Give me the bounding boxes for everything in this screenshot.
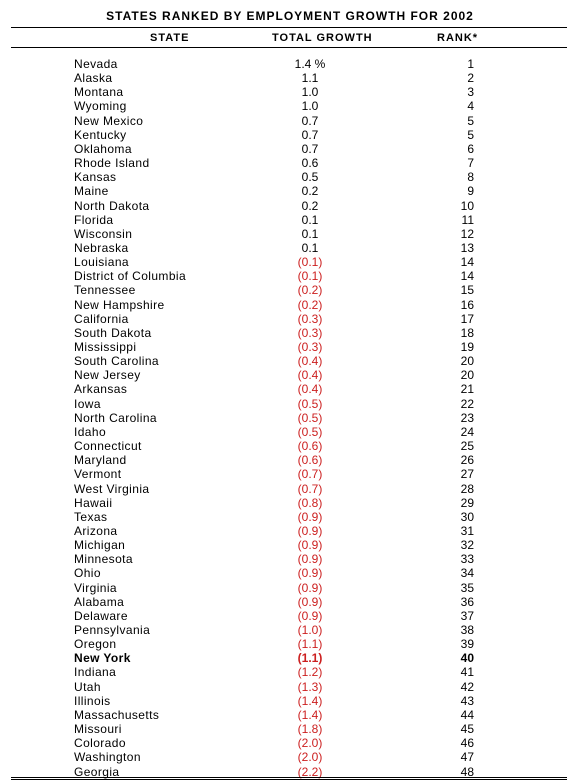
rank-value: 19 [460, 340, 474, 354]
state-name: Montana [74, 85, 124, 100]
total-growth-value: (1.4) [297, 693, 323, 708]
state-name: Delaware [74, 608, 128, 623]
total-growth-value: 1.1 [301, 71, 319, 86]
state-name: Ohio [74, 566, 101, 581]
table-row [0, 736, 580, 750]
total-growth-value: (0.3) [297, 325, 323, 340]
total-growth-value: (1.4) [297, 707, 323, 722]
total-growth-value: (0.1) [297, 255, 323, 270]
table-row [0, 708, 580, 722]
table-row [0, 128, 580, 142]
total-growth-value: 1.4 % [294, 57, 326, 71]
rank-value: 9 [467, 184, 474, 199]
table-row [0, 241, 580, 255]
rank-value: 2 [467, 71, 474, 86]
state-name: Alaska [74, 71, 113, 86]
total-growth-value: (0.6) [297, 439, 323, 454]
state-name: Minnesota [74, 552, 133, 567]
table-row [0, 326, 580, 340]
total-growth-value: (0.9) [297, 552, 323, 567]
table-row [0, 255, 580, 269]
total-growth-value: 0.7 [301, 127, 319, 142]
rank-value: 33 [460, 552, 474, 567]
rank-value: 18 [460, 325, 474, 340]
table-row [0, 552, 580, 566]
footer-rule-2 [11, 779, 567, 780]
table-row [0, 425, 580, 439]
state-name: Nevada [74, 57, 118, 71]
total-growth-value: 0.2 [301, 184, 319, 199]
table-row [0, 439, 580, 453]
table-row [0, 368, 580, 382]
table-row [0, 99, 580, 113]
state-name: Hawaii [74, 495, 113, 510]
state-name: Alabama [74, 594, 125, 609]
rank-value: 25 [460, 439, 474, 454]
state-name: Maryland [74, 453, 127, 468]
rank-value: 13 [460, 240, 474, 255]
total-growth-value: (1.0) [297, 623, 323, 637]
state-name: Utah [74, 679, 101, 694]
total-growth-value: (0.9) [297, 580, 323, 595]
table-row [0, 283, 580, 297]
table-row [0, 637, 580, 651]
state-name: Louisiana [74, 255, 129, 270]
table-row [0, 114, 580, 128]
state-name: Tennessee [74, 283, 136, 298]
rank-value: 17 [460, 311, 474, 326]
rank-value: 26 [460, 453, 474, 468]
state-name: Pennsylvania [74, 623, 151, 637]
rank-value: 28 [460, 481, 474, 496]
table-row [0, 156, 580, 170]
table-row [0, 397, 580, 411]
state-name: South Dakota [74, 325, 152, 340]
rank-value: 48 [460, 764, 474, 779]
total-growth-value: (0.7) [297, 481, 323, 496]
table-row [0, 609, 580, 623]
rank-value: 35 [460, 580, 474, 595]
rank-value: 3 [467, 85, 474, 100]
state-name: Colorado [74, 736, 126, 751]
state-name: Vermont [74, 467, 122, 482]
table-row [0, 510, 580, 524]
total-growth-value: (1.1) [297, 637, 323, 652]
table-row [0, 595, 580, 609]
state-name: Arizona [74, 523, 118, 538]
total-growth-value: (0.4) [297, 382, 323, 397]
rank-value: 20 [460, 368, 474, 383]
table-row [0, 566, 580, 580]
total-growth-value: (0.2) [297, 297, 323, 312]
rank-value: 24 [460, 424, 474, 439]
total-growth-value: (0.2) [297, 283, 323, 298]
total-growth-value: (0.9) [297, 566, 323, 581]
table-row [0, 199, 580, 213]
total-growth-value: (0.7) [297, 467, 323, 482]
total-growth-value: (0.9) [297, 594, 323, 609]
state-name: Massachusetts [74, 707, 160, 722]
state-name: Illinois [74, 693, 111, 708]
rank-value: 15 [460, 283, 474, 298]
rank-value: 38 [460, 623, 474, 637]
rank-value: 21 [460, 382, 474, 397]
rank-value: 7 [467, 156, 474, 171]
table-row [0, 467, 580, 481]
table-row [0, 227, 580, 241]
table-row [0, 482, 580, 496]
state-name: New York [74, 651, 131, 666]
state-name: South Carolina [74, 354, 159, 369]
state-name: Texas [74, 509, 108, 524]
state-name: Iowa [74, 396, 101, 411]
rank-value: 29 [460, 495, 474, 510]
total-growth-value: (0.4) [297, 368, 323, 383]
total-growth-value: (0.9) [297, 538, 323, 553]
state-name: Michigan [74, 538, 126, 553]
table-row [0, 524, 580, 538]
state-name: California [74, 311, 129, 326]
rank-value: 27 [460, 467, 474, 482]
total-growth-value: 0.5 [301, 170, 319, 185]
total-growth-value: (0.9) [297, 509, 323, 524]
rank-value: 42 [460, 679, 474, 694]
rank-value: 34 [460, 566, 474, 581]
total-growth-value: (1.3) [297, 679, 323, 694]
table-row [0, 496, 580, 510]
table-row [0, 382, 580, 396]
state-name: Missouri [74, 722, 122, 737]
state-name: Florida [74, 212, 114, 227]
rank-value: 45 [460, 722, 474, 737]
total-growth-value: (0.1) [297, 269, 323, 284]
rank-value: 40 [460, 651, 474, 666]
table-row [0, 411, 580, 425]
state-name: Idaho [74, 424, 107, 439]
total-growth-value: (0.3) [297, 340, 323, 354]
table-row [0, 623, 580, 637]
state-name: Connecticut [74, 439, 142, 454]
total-growth-value: (0.5) [297, 410, 323, 425]
rank-value: 43 [460, 693, 474, 708]
total-growth-value: 0.1 [301, 212, 319, 227]
total-growth-value: 0.6 [301, 156, 319, 171]
rank-value: 39 [460, 637, 474, 652]
table-row [0, 665, 580, 679]
total-growth-value: (0.3) [297, 311, 323, 326]
header-total-growth: TOTAL GROWTH [272, 32, 373, 44]
rank-value: 47 [460, 750, 474, 765]
rank-value: 8 [467, 170, 474, 185]
table-row [0, 213, 580, 227]
total-growth-value: (0.8) [297, 495, 323, 510]
total-growth-value: 0.1 [301, 240, 319, 255]
total-growth-value: 0.2 [301, 198, 319, 213]
footer-rule-1 [11, 777, 567, 778]
table-title: STATES RANKED BY EMPLOYMENT GROWTH FOR 2002 [106, 9, 474, 23]
rank-value: 46 [460, 736, 474, 751]
rank-value: 5 [467, 127, 474, 142]
rank-value: 31 [460, 523, 474, 538]
table-row [0, 269, 580, 283]
table-row [0, 750, 580, 764]
state-name: North Carolina [74, 410, 157, 425]
total-growth-value: (1.8) [297, 722, 323, 737]
header-state: STATE [150, 32, 190, 44]
table-row [0, 722, 580, 736]
header-bottom-rule [11, 47, 567, 48]
total-growth-value: (0.5) [297, 396, 323, 411]
state-name: Maine [74, 184, 109, 199]
table-row [0, 680, 580, 694]
rank-value: 6 [467, 141, 474, 156]
state-name: Nebraska [74, 240, 129, 255]
table-row [0, 71, 580, 85]
state-name: New Jersey [74, 368, 141, 383]
rank-value: 4 [467, 99, 474, 114]
rank-value: 10 [460, 198, 474, 213]
total-growth-value: (0.6) [297, 453, 323, 468]
state-name: Rhode Island [74, 156, 150, 171]
state-name: Virginia [74, 580, 118, 595]
table-row [0, 581, 580, 595]
state-name: Oklahoma [74, 141, 132, 156]
table-row [0, 538, 580, 552]
state-name: Oregon [74, 637, 117, 652]
total-growth-value: (0.5) [297, 424, 323, 439]
total-growth-value: (2.2) [297, 764, 323, 779]
table-row [0, 298, 580, 312]
rank-value: 37 [460, 608, 474, 623]
state-name: Wyoming [74, 99, 127, 114]
rank-value: 16 [460, 297, 474, 312]
total-growth-value: 0.7 [301, 113, 319, 128]
total-growth-value: 1.0 [301, 85, 319, 100]
total-growth-value: (0.9) [297, 608, 323, 623]
rank-value: 11 [461, 212, 474, 227]
total-growth-value: 1.0 [301, 99, 319, 114]
table-row [0, 354, 580, 368]
rank-value: 20 [460, 354, 474, 369]
table-row [0, 651, 580, 665]
total-growth-value: 0.1 [301, 226, 319, 241]
rank-value: 5 [467, 113, 474, 128]
table-row [0, 142, 580, 156]
table-row [0, 184, 580, 198]
state-name: Indiana [74, 665, 117, 680]
rank-value: 1 [467, 57, 474, 71]
rank-value: 22 [460, 396, 474, 411]
table-row [0, 85, 580, 99]
table-row [0, 170, 580, 184]
total-growth-value: 0.7 [301, 141, 319, 156]
rank-value: 12 [460, 226, 474, 241]
state-name: Kansas [74, 170, 117, 185]
table-row [0, 453, 580, 467]
state-name: Kentucky [74, 127, 127, 142]
total-growth-value: (2.0) [297, 736, 323, 751]
total-growth-value: (0.4) [297, 354, 323, 369]
rank-value: 44 [460, 707, 474, 722]
rank-value: 30 [460, 509, 474, 524]
table-row [0, 694, 580, 708]
state-name: New Mexico [74, 113, 144, 128]
state-name: Washington [74, 750, 141, 765]
state-name: New Hampshire [74, 297, 165, 312]
state-name: Wisconsin [74, 226, 133, 241]
rank-value: 14 [460, 269, 474, 284]
state-name: North Dakota [74, 198, 150, 213]
state-name: West Virginia [74, 481, 150, 496]
total-growth-value: (1.1) [297, 651, 323, 666]
state-name: Georgia [74, 764, 120, 779]
total-growth-value: (0.9) [297, 523, 323, 538]
rank-value: 14 [460, 255, 474, 270]
rank-value: 41 [460, 665, 474, 680]
header-top-rule [11, 27, 567, 28]
state-name: Arkansas [74, 382, 128, 397]
total-growth-value: (2.0) [297, 750, 323, 765]
table-row [0, 340, 580, 354]
state-name: District of Columbia [74, 269, 187, 284]
rank-value: 32 [460, 538, 474, 553]
state-name: Mississippi [74, 340, 137, 354]
rank-value: 36 [460, 594, 474, 609]
rank-value: 23 [460, 410, 474, 425]
table-row [0, 57, 580, 71]
table-row [0, 312, 580, 326]
header-rank: RANK* [437, 32, 479, 44]
total-growth-value: (1.2) [297, 665, 323, 680]
